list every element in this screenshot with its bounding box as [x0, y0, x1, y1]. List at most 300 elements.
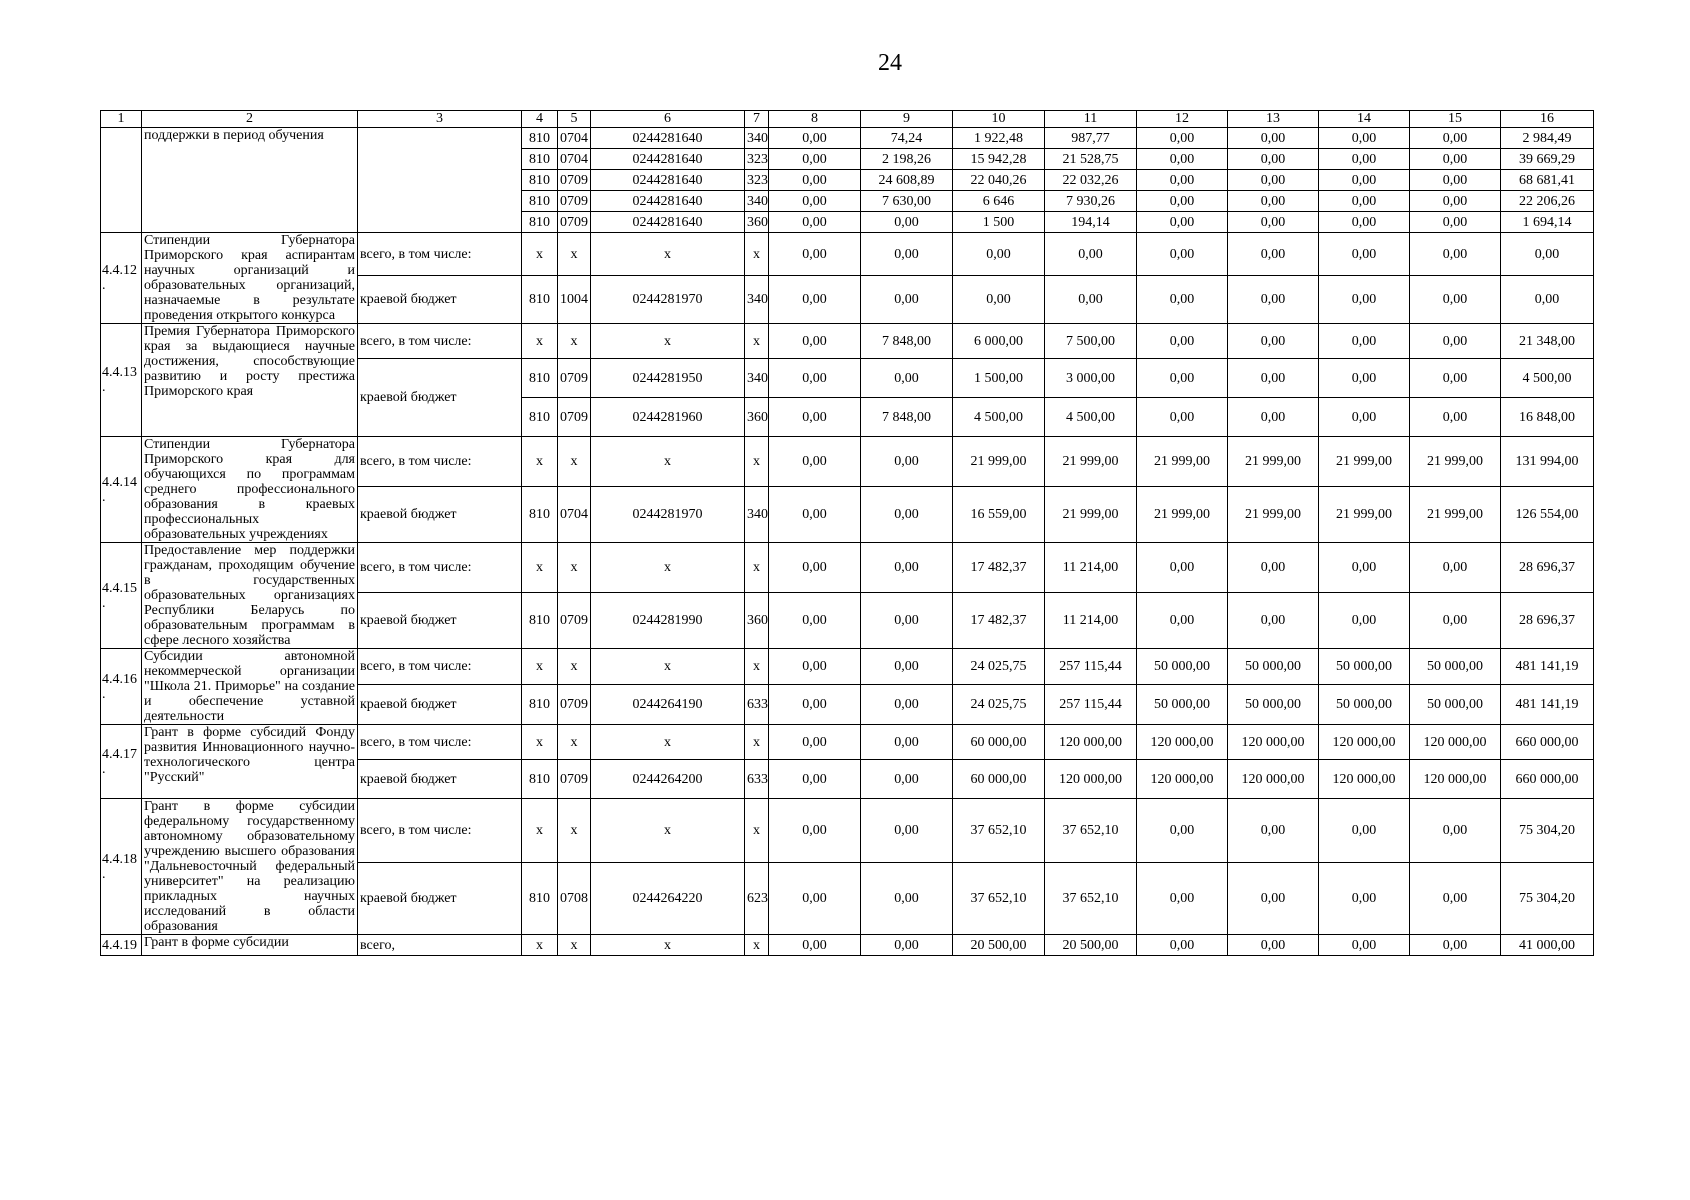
page-number: 24: [878, 50, 902, 76]
table-cell: x: [558, 437, 591, 487]
total-cell: 21 348,00: [1501, 324, 1594, 359]
item-name: Грант в форме субсидий Фонду развития Инновационного научно-технологического центра "Русский": [142, 725, 358, 799]
table-cell: 0,00: [1137, 212, 1228, 233]
table-cell: x: [522, 543, 558, 593]
total-cell: 0,00: [1137, 324, 1228, 359]
funding-source: всего, в том числе:: [358, 543, 522, 593]
item-number: 4.4.17 .: [101, 725, 142, 799]
table-cell: 0,00: [769, 684, 861, 724]
total-cell: 37 652,10: [1045, 799, 1137, 863]
funding-source: всего, в том числе:: [358, 799, 522, 863]
funding-source: всего,: [358, 935, 522, 956]
funding-source: краевой бюджет: [358, 863, 522, 935]
item-name: Стипендии Губернатора Приморского края для обучающихся по программам среднего профессионального образования в краевых профессиональных образовательных учреждениях: [142, 437, 358, 543]
column-header: 4: [522, 111, 558, 128]
table-cell: 810: [522, 359, 558, 398]
table-cell: 0,00: [861, 212, 953, 233]
table-cell: 0,00: [1228, 863, 1319, 935]
table-cell: 21 999,00: [1045, 487, 1137, 543]
table-cell: 0,00: [1319, 276, 1410, 324]
table-cell: 0,00: [1410, 212, 1501, 233]
column-header: 12: [1137, 111, 1228, 128]
total-cell: 0,00: [1045, 233, 1137, 276]
table-cell: 0,00: [1228, 149, 1319, 170]
budget-table: [100, 110, 1594, 956]
table-cell: 0,00: [1228, 191, 1319, 212]
table-cell: 0,00: [1228, 276, 1319, 324]
table-cell: 0,00: [1319, 359, 1410, 398]
table-cell: x: [591, 543, 745, 593]
table-row: [101, 799, 1594, 863]
table-cell: 0,00: [769, 212, 861, 233]
table-cell: 0,00: [1137, 128, 1228, 149]
table-row: [101, 725, 1594, 760]
table-cell: 810: [522, 593, 558, 649]
total-cell: 21 999,00: [1045, 437, 1137, 487]
table-cell: 0,00: [1319, 593, 1410, 649]
table-cell: 0,00: [1319, 191, 1410, 212]
table-cell: x: [591, 324, 745, 359]
total-cell: 0,00: [769, 725, 861, 760]
table-cell: 0,00: [953, 276, 1045, 324]
table-cell: 0709: [558, 593, 591, 649]
table-cell: 0,00: [861, 359, 953, 398]
table-cell: 120 000,00: [1137, 760, 1228, 799]
item-number: [101, 128, 142, 233]
table-cell: 0,00: [1137, 170, 1228, 191]
table-cell: 0,00: [1228, 212, 1319, 233]
table-cell: 0,00: [1319, 212, 1410, 233]
table-cell: 0,00: [769, 128, 861, 149]
total-cell: 131 994,00: [1501, 437, 1594, 487]
table-cell: 0,00: [1137, 398, 1228, 437]
total-cell: 0,00: [1410, 233, 1501, 276]
table-cell: 39 669,29: [1501, 149, 1594, 170]
item-number: 4.4.16 .: [101, 649, 142, 725]
table-cell: 810: [522, 128, 558, 149]
table-cell: 16 559,00: [953, 487, 1045, 543]
table-cell: 0244281970: [591, 276, 745, 324]
table-cell: 60 000,00: [953, 760, 1045, 799]
table-cell: 0,00: [1137, 359, 1228, 398]
table-cell: 0,00: [861, 760, 953, 799]
table-cell: 0,00: [1319, 863, 1410, 935]
total-cell: 20 500,00: [1045, 935, 1137, 956]
total-cell: 17 482,37: [953, 543, 1045, 593]
table-cell: 1004: [558, 276, 591, 324]
column-header: 9: [861, 111, 953, 128]
table-cell: 340: [745, 191, 769, 212]
table-cell: x: [558, 543, 591, 593]
column-header: 5: [558, 111, 591, 128]
table-cell: 0,00: [1410, 359, 1501, 398]
total-cell: 0,00: [1410, 935, 1501, 956]
table-cell: x: [558, 233, 591, 276]
column-header: 16: [1501, 111, 1594, 128]
table-cell: x: [558, 799, 591, 863]
funding-source: всего, в том числе:: [358, 649, 522, 685]
total-cell: 0,00: [861, 935, 953, 956]
table-cell: 194,14: [1045, 212, 1137, 233]
total-cell: 21 999,00: [1410, 437, 1501, 487]
table-cell: 633: [745, 760, 769, 799]
table-cell: 340: [745, 487, 769, 543]
total-cell: 0,00: [769, 935, 861, 956]
item-number: 4.4.19: [101, 935, 142, 956]
table-row: [101, 233, 1594, 276]
total-cell: 0,00: [1228, 324, 1319, 359]
total-cell: 0,00: [1228, 543, 1319, 593]
funding-source: краевой бюджет: [358, 276, 522, 324]
total-cell: 0,00: [1501, 233, 1594, 276]
table-cell: x: [591, 437, 745, 487]
table-cell: 0,00: [1137, 593, 1228, 649]
table-body: [101, 111, 1594, 956]
column-header: 6: [591, 111, 745, 128]
total-cell: 120 000,00: [1410, 725, 1501, 760]
table-cell: 0,00: [1045, 276, 1137, 324]
item-name: Предоставление мер поддержки гражданам, проходящим обучение в государственных образовательных организациях Республики Беларусь по образовательным программам в сфере лесного хозяйства: [142, 543, 358, 649]
table-cell: 7 630,00: [861, 191, 953, 212]
table-cell: 481 141,19: [1501, 684, 1594, 724]
table-cell: 0,00: [769, 149, 861, 170]
table-cell: 0244264200: [591, 760, 745, 799]
funding-source: всего, в том числе:: [358, 437, 522, 487]
table-cell: 0,00: [769, 276, 861, 324]
total-cell: 21 999,00: [953, 437, 1045, 487]
table-cell: 0,00: [769, 487, 861, 543]
table-cell: 987,77: [1045, 128, 1137, 149]
funding-source: краевой бюджет: [358, 593, 522, 649]
total-cell: 0,00: [861, 233, 953, 276]
table-cell: 810: [522, 149, 558, 170]
table-row: [101, 111, 1594, 128]
total-cell: 0,00: [1137, 799, 1228, 863]
table-cell: 75 304,20: [1501, 863, 1594, 935]
total-cell: 0,00: [769, 543, 861, 593]
total-cell: 21 999,00: [1228, 437, 1319, 487]
total-cell: 0,00: [861, 437, 953, 487]
table-cell: x: [591, 233, 745, 276]
table-cell: 0,00: [1410, 128, 1501, 149]
table-cell: 0709: [558, 191, 591, 212]
table-row: [101, 649, 1594, 685]
total-cell: 120 000,00: [1045, 725, 1137, 760]
table-cell: x: [558, 649, 591, 685]
table-cell: 0,00: [1137, 863, 1228, 935]
table-cell: 50 000,00: [1228, 684, 1319, 724]
table-cell: 22 206,26: [1501, 191, 1594, 212]
table-cell: 1 500,00: [953, 359, 1045, 398]
table-cell: 0,00: [1137, 276, 1228, 324]
table-cell: 0,00: [769, 170, 861, 191]
table-cell: 0,00: [1228, 398, 1319, 437]
table-row: [101, 935, 1594, 956]
table-cell: x: [522, 233, 558, 276]
item-name: Грант в форме субсидии: [142, 935, 358, 956]
table-cell: 21 528,75: [1045, 149, 1137, 170]
table-cell: 0,00: [769, 398, 861, 437]
total-cell: 0,00: [861, 543, 953, 593]
total-cell: 0,00: [1410, 799, 1501, 863]
total-cell: 20 500,00: [953, 935, 1045, 956]
funding-source: краевой бюджет: [358, 487, 522, 543]
table-cell: 0244281640: [591, 212, 745, 233]
item-number: 4.4.14 .: [101, 437, 142, 543]
table-cell: 0704: [558, 149, 591, 170]
table-cell: 0,00: [769, 593, 861, 649]
total-cell: 0,00: [1319, 543, 1410, 593]
table-cell: 810: [522, 212, 558, 233]
table-cell: 37 652,10: [953, 863, 1045, 935]
table-cell: 0,00: [861, 863, 953, 935]
funding-source: всего, в том числе:: [358, 233, 522, 276]
table-cell: 360: [745, 593, 769, 649]
total-cell: 0,00: [1319, 233, 1410, 276]
total-cell: 660 000,00: [1501, 725, 1594, 760]
table-cell: 810: [522, 487, 558, 543]
total-cell: 0,00: [769, 649, 861, 685]
total-cell: 50 000,00: [1410, 649, 1501, 685]
table-cell: x: [591, 799, 745, 863]
table-cell: 0244281970: [591, 487, 745, 543]
total-cell: 0,00: [1228, 799, 1319, 863]
table-cell: 810: [522, 276, 558, 324]
table-cell: 0,00: [861, 276, 953, 324]
item-name: поддержки в период обучения: [142, 128, 358, 233]
table-cell: 4 500,00: [1501, 359, 1594, 398]
table-cell: x: [591, 935, 745, 956]
table-cell: x: [522, 324, 558, 359]
table-cell: 24 025,75: [953, 684, 1045, 724]
column-header: 3: [358, 111, 522, 128]
table-cell: 120 000,00: [1045, 760, 1137, 799]
total-cell: 21 999,00: [1319, 437, 1410, 487]
table-cell: 0244281960: [591, 398, 745, 437]
total-cell: 0,00: [861, 799, 953, 863]
table-cell: x: [591, 725, 745, 760]
table-cell: 1 500: [953, 212, 1045, 233]
total-cell: 0,00: [769, 233, 861, 276]
total-cell: 0,00: [861, 725, 953, 760]
table-cell: 15 942,28: [953, 149, 1045, 170]
table-cell: 16 848,00: [1501, 398, 1594, 437]
item-number: 4.4.15 .: [101, 543, 142, 649]
total-cell: 0,00: [861, 649, 953, 685]
table-cell: 810: [522, 863, 558, 935]
table-cell: 68 681,41: [1501, 170, 1594, 191]
table-cell: 360: [745, 212, 769, 233]
total-cell: 0,00: [769, 324, 861, 359]
table-cell: 120 000,00: [1319, 760, 1410, 799]
table-cell: 0,00: [1137, 149, 1228, 170]
item-name: Премия Губернатора Приморского края за выдающиеся научные достижения, способствующие развитию и росту престижа Приморского края: [142, 324, 358, 437]
table-row: [101, 128, 1594, 149]
item-number: 4.4.12 .: [101, 233, 142, 324]
funding-source: краевой бюджет: [358, 359, 522, 437]
table-cell: 0,00: [769, 359, 861, 398]
table-cell: 2 198,26: [861, 149, 953, 170]
table-cell: 37 652,10: [1045, 863, 1137, 935]
total-cell: 0,00: [1410, 543, 1501, 593]
table-cell: 1 694,14: [1501, 212, 1594, 233]
table-cell: 21 999,00: [1137, 487, 1228, 543]
table-cell: x: [522, 649, 558, 685]
column-header: 8: [769, 111, 861, 128]
table-cell: 120 000,00: [1228, 760, 1319, 799]
table-cell: 623: [745, 863, 769, 935]
table-cell: 4 500,00: [953, 398, 1045, 437]
total-cell: 481 141,19: [1501, 649, 1594, 685]
total-cell: 0,00: [1137, 935, 1228, 956]
table-cell: 50 000,00: [1410, 684, 1501, 724]
item-number: 4.4.18 .: [101, 799, 142, 935]
table-cell: 21 999,00: [1228, 487, 1319, 543]
table-cell: 0709: [558, 170, 591, 191]
table-cell: 0,00: [1228, 359, 1319, 398]
table-cell: 0,00: [769, 760, 861, 799]
table-cell: 0709: [558, 684, 591, 724]
table-cell: 50 000,00: [1319, 684, 1410, 724]
funding-source: краевой бюджет: [358, 684, 522, 724]
table-cell: x: [522, 725, 558, 760]
total-cell: 11 214,00: [1045, 543, 1137, 593]
table-cell: 21 999,00: [1319, 487, 1410, 543]
item-name: Субсидии автономной некоммерческой организации "Школа 21. Приморье" на создание и обеспечение уставной деятельности: [142, 649, 358, 725]
table-cell: 126 554,00: [1501, 487, 1594, 543]
total-cell: 6 000,00: [953, 324, 1045, 359]
table-cell: 810: [522, 398, 558, 437]
table-cell: 0244281990: [591, 593, 745, 649]
column-header: 13: [1228, 111, 1319, 128]
total-cell: 50 000,00: [1319, 649, 1410, 685]
table-cell: 340: [745, 128, 769, 149]
funding-source: [358, 128, 522, 233]
table-cell: 340: [745, 276, 769, 324]
table-row: [101, 437, 1594, 487]
total-cell: 0,00: [1410, 324, 1501, 359]
column-header: 1: [101, 111, 142, 128]
total-cell: 0,00: [1319, 324, 1410, 359]
total-cell: 24 025,75: [953, 649, 1045, 685]
table-cell: 22 040,26: [953, 170, 1045, 191]
table-cell: 0,00: [1410, 191, 1501, 212]
table-cell: 0704: [558, 487, 591, 543]
total-cell: 0,00: [769, 437, 861, 487]
table-cell: 0,00: [1410, 863, 1501, 935]
total-cell: 75 304,20: [1501, 799, 1594, 863]
item-name: Стипендии Губернатора Приморского края аспирантам научных организаций и образовательных организаций, назначаемые в результате проведения открытого конкурса: [142, 233, 358, 324]
table-cell: 28 696,37: [1501, 593, 1594, 649]
table-cell: 0,00: [1319, 170, 1410, 191]
total-cell: 0,00: [1137, 233, 1228, 276]
table-cell: 22 032,26: [1045, 170, 1137, 191]
table-cell: 0708: [558, 863, 591, 935]
table-cell: 0,00: [1410, 593, 1501, 649]
table-row: [101, 543, 1594, 593]
table-cell: 633: [745, 684, 769, 724]
table-cell: 257 115,44: [1045, 684, 1137, 724]
table-cell: 0,00: [1501, 276, 1594, 324]
total-cell: 0,00: [1137, 543, 1228, 593]
table-cell: 0,00: [861, 487, 953, 543]
table-cell: x: [745, 437, 769, 487]
table-cell: 11 214,00: [1045, 593, 1137, 649]
total-cell: 120 000,00: [1137, 725, 1228, 760]
funding-source: всего, в том числе:: [358, 324, 522, 359]
table-cell: x: [558, 935, 591, 956]
table-cell: 21 999,00: [1410, 487, 1501, 543]
table-cell: x: [745, 935, 769, 956]
total-cell: 50 000,00: [1137, 649, 1228, 685]
table-cell: 0,00: [1410, 149, 1501, 170]
table-cell: 0244264220: [591, 863, 745, 935]
table-cell: 50 000,00: [1137, 684, 1228, 724]
table-cell: x: [745, 233, 769, 276]
total-cell: 0,00: [1228, 935, 1319, 956]
column-header: 2: [142, 111, 358, 128]
table-cell: 120 000,00: [1410, 760, 1501, 799]
table-cell: 0,00: [1410, 276, 1501, 324]
table-cell: 0709: [558, 359, 591, 398]
table-cell: 0709: [558, 212, 591, 233]
column-header: 7: [745, 111, 769, 128]
table-cell: 0244264190: [591, 684, 745, 724]
table-cell: x: [745, 725, 769, 760]
total-cell: 41 000,00: [1501, 935, 1594, 956]
total-cell: 257 115,44: [1045, 649, 1137, 685]
table-cell: x: [522, 935, 558, 956]
table-cell: 810: [522, 170, 558, 191]
table-cell: 7 848,00: [861, 398, 953, 437]
table-cell: 74,24: [861, 128, 953, 149]
total-cell: 120 000,00: [1228, 725, 1319, 760]
table-cell: 810: [522, 684, 558, 724]
table-cell: 323: [745, 170, 769, 191]
table-cell: 6 646: [953, 191, 1045, 212]
table-cell: x: [745, 324, 769, 359]
table-cell: 360: [745, 398, 769, 437]
table-cell: 0244281640: [591, 170, 745, 191]
table-cell: x: [591, 649, 745, 685]
table-cell: 810: [522, 191, 558, 212]
table-cell: 340: [745, 359, 769, 398]
table-cell: 0,00: [1319, 128, 1410, 149]
table-cell: 0709: [558, 760, 591, 799]
table-cell: 0704: [558, 128, 591, 149]
column-header: 14: [1319, 111, 1410, 128]
table-cell: x: [745, 543, 769, 593]
table-cell: 0244281640: [591, 149, 745, 170]
total-cell: 7 500,00: [1045, 324, 1137, 359]
table-cell: 323: [745, 149, 769, 170]
table-cell: 0244281640: [591, 191, 745, 212]
table-cell: 0,00: [1228, 170, 1319, 191]
table-cell: 0,00: [1319, 149, 1410, 170]
column-header: 11: [1045, 111, 1137, 128]
total-cell: 0,00: [1228, 233, 1319, 276]
item-number: 4.4.13 .: [101, 324, 142, 437]
total-cell: 0,00: [1319, 935, 1410, 956]
total-cell: 37 652,10: [953, 799, 1045, 863]
table-cell: 0,00: [1228, 593, 1319, 649]
table-cell: 660 000,00: [1501, 760, 1594, 799]
table-cell: 17 482,37: [953, 593, 1045, 649]
total-cell: 120 000,00: [1319, 725, 1410, 760]
item-name: Грант в форме субсидии федеральному государственному автономному образовательному учреждению высшего образования "Дальневосточный федеральный университет" на реализацию прикладных научных исследований в области образования: [142, 799, 358, 935]
table-cell: x: [558, 725, 591, 760]
table-cell: 2 984,49: [1501, 128, 1594, 149]
